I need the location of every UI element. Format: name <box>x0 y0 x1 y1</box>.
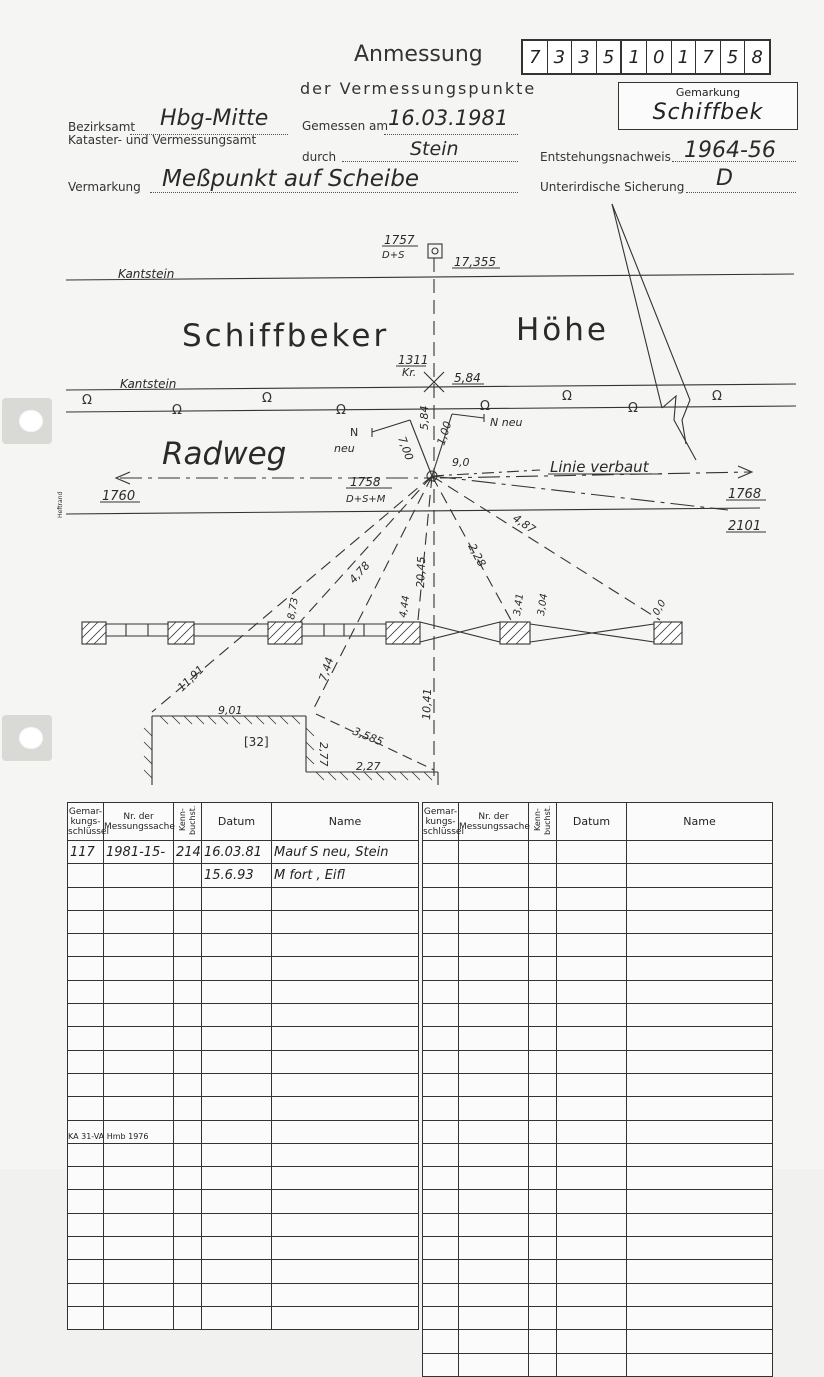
number-digit: 3 <box>547 41 572 73</box>
gemarkung-label: Gemarkung <box>675 86 741 99</box>
point-2101: 2101 <box>728 519 762 534</box>
document-subtitle: der Vermessungspunkte <box>300 79 537 98</box>
header-datum: Datum <box>202 803 272 841</box>
svg-text:Ω: Ω <box>712 389 722 404</box>
gemessen-value: 16.03.1981 <box>388 106 509 130</box>
measure-228: 2,28 <box>465 541 489 570</box>
measure-00: 0,0 <box>651 598 669 618</box>
cell-kb <box>174 864 202 887</box>
table-row <box>423 1027 773 1050</box>
bezirksamt-value: Hbg-Mitte <box>160 106 269 131</box>
header-name: Name <box>627 803 773 841</box>
table-row <box>68 1143 419 1166</box>
table-row <box>423 841 773 864</box>
table-row <box>68 1260 419 1283</box>
measure-1191: 11,91 <box>175 662 207 695</box>
table-row <box>68 1306 419 1329</box>
point-1758-type: D+S+M <box>346 494 386 505</box>
table-row <box>423 1004 773 1027</box>
table-row <box>423 980 773 1003</box>
form-code: KA 31-VA Hmb 1976 <box>68 1132 149 1141</box>
number-digit: 7 <box>695 41 720 73</box>
table-row <box>423 1073 773 1096</box>
measure-584-vertical: 5,84 <box>418 405 431 430</box>
table-row <box>68 1283 419 1306</box>
header-messungssache: Nr. der Messungssache <box>459 803 529 841</box>
point-1760: 1760 <box>102 489 136 504</box>
document-title: Anmessung <box>354 42 483 67</box>
table-row <box>423 864 773 887</box>
gemarkung-value: Schiffbek <box>652 100 764 125</box>
table-row <box>423 1167 773 1190</box>
cell-nr: 1981-15- <box>104 841 174 864</box>
cell-gem <box>68 864 104 887</box>
table-row <box>423 1260 773 1283</box>
table-row <box>68 957 419 980</box>
table-row <box>68 934 419 957</box>
header-kennbuchst: Kenn-buchst. <box>529 803 557 841</box>
measure-304: 3,04 <box>536 592 551 617</box>
svg-text:Ω: Ω <box>562 389 572 404</box>
vermarkung-value: Meßpunkt auf Scheibe <box>162 166 420 192</box>
measure-277: 2,77 <box>317 742 330 767</box>
measure-341: 3,41 <box>512 592 527 617</box>
svg-text:Ω: Ω <box>82 393 92 408</box>
table-row <box>423 1353 773 1376</box>
table-row <box>68 1097 419 1120</box>
table-row <box>68 1073 419 1096</box>
number-digit: 3 <box>571 41 596 73</box>
svg-text:Ω: Ω <box>262 391 272 406</box>
measure-17355: 17,355 <box>454 255 496 269</box>
header-gemarkungsschluessel: Gemar-kungs-schlüssel <box>68 803 104 841</box>
table-row <box>68 980 419 1003</box>
measure-584: 5,84 <box>454 371 481 385</box>
sicherung-label: Unterirdische Sicherung <box>540 180 685 194</box>
measure-227: 2,27 <box>356 760 381 773</box>
table-row <box>423 1050 773 1073</box>
table-row <box>423 1190 773 1213</box>
measure-478: 4,78 <box>346 559 373 587</box>
table-row <box>68 1004 419 1027</box>
table-row <box>423 1237 773 1260</box>
point-1757-type: D+S <box>382 250 405 261</box>
point-1311: 1311 <box>398 353 429 367</box>
linie-verbaut-label: Linie verbaut <box>550 458 649 476</box>
table-row <box>68 1237 419 1260</box>
table-row <box>423 1120 773 1143</box>
building-number: [32] <box>244 735 269 749</box>
table-row <box>68 841 419 864</box>
measure-100: 1,00 <box>434 419 455 447</box>
street-name-part1: Schiffbeker <box>182 318 390 354</box>
number-digit: 8 <box>744 41 769 73</box>
table-row <box>68 910 419 933</box>
n-neu-right: N neu <box>490 416 523 429</box>
measure-901: 9,01 <box>218 704 243 717</box>
table-row <box>423 1330 773 1353</box>
street-name-part2: Höhe <box>516 312 609 348</box>
measure-873: 8,73 <box>286 596 301 621</box>
table-row <box>423 1283 773 1306</box>
number-digit: 1 <box>671 41 696 73</box>
point-1311-type: Kr. <box>402 366 417 379</box>
number-digit: 5 <box>720 41 745 73</box>
n-neu-left: N <box>350 426 359 439</box>
cell-nr <box>104 864 174 887</box>
svg-text:Ω: Ω <box>480 399 490 414</box>
durch-value: Stein <box>410 138 459 160</box>
table-row <box>68 1213 419 1236</box>
table-row <box>423 1143 773 1166</box>
cell-name: M fort , Eifl <box>272 864 419 887</box>
table-row <box>68 887 419 910</box>
heftrand-label: Heftrand <box>57 491 64 518</box>
header-kennbuchst: Kenn-buchst. <box>174 803 202 841</box>
point-1758: 1758 <box>350 475 381 489</box>
vermarkung-label: Vermarkung <box>68 180 141 194</box>
sicherung-value: D <box>716 166 733 191</box>
bezirksamt-label: Bezirksamt <box>68 120 136 134</box>
entstehung-label: Entstehungsnachweis <box>540 150 671 164</box>
header-datum: Datum <box>557 803 627 841</box>
n-neu-left-sub: neu <box>334 442 355 455</box>
measure-90: 9,0 <box>452 456 470 469</box>
radweg-label: Radweg <box>162 436 287 472</box>
svg-text:Ω: Ω <box>628 401 638 416</box>
table-row <box>423 957 773 980</box>
number-digit: 5 <box>596 41 621 73</box>
kataster-label: Kataster- und Vermessungsamt <box>68 133 257 147</box>
number-digit: 0 <box>646 41 671 73</box>
table-row <box>423 934 773 957</box>
cell-datum: 15.6.93 <box>202 864 272 887</box>
svg-text:Ω: Ω <box>336 403 346 418</box>
svg-text:Ω: Ω <box>172 403 182 418</box>
kantstein-label: Kantstein <box>118 267 175 281</box>
point-1757: 1757 <box>384 233 415 247</box>
cell-datum: 16.03.81 <box>202 841 272 864</box>
table-row <box>423 1306 773 1329</box>
measure-444: 4,44 <box>398 594 413 619</box>
measure-1041: 10,41 <box>420 688 435 721</box>
register-table-right <box>422 802 773 1377</box>
table-row <box>423 1097 773 1120</box>
table-row <box>423 887 773 910</box>
header-name: Name <box>272 803 419 841</box>
measure-3585: 3,585 <box>350 724 385 749</box>
table-row <box>68 1190 419 1213</box>
entstehung-value: 1964-56 <box>684 138 776 163</box>
measure-487: 4,87 <box>510 511 538 537</box>
table-row <box>68 1027 419 1050</box>
table-row <box>68 1050 419 1073</box>
gemessen-label: Gemessen am <box>302 119 389 133</box>
measure-744: 7,44 <box>316 655 337 683</box>
cell-kb: 214 <box>174 841 202 864</box>
cell-name: Mauf S neu, Stein <box>272 841 419 864</box>
header-gemarkungsschluessel: Gemar-kungs-schlüssel <box>423 803 459 841</box>
kantstein-label: Kantstein <box>120 377 177 391</box>
table-row <box>68 864 419 887</box>
table-row <box>423 910 773 933</box>
measure-2045: 20,45 <box>414 556 429 589</box>
table-row <box>68 1167 419 1190</box>
header-messungssache: Nr. der Messungssache <box>104 803 174 841</box>
register-table-left <box>67 802 419 1330</box>
number-digit: 7 <box>529 46 541 68</box>
cell-gem: 117 <box>68 841 104 864</box>
number-digit: 1 <box>620 41 646 73</box>
durch-label: durch <box>302 150 337 164</box>
point-1768: 1768 <box>728 487 762 502</box>
table-row <box>423 1213 773 1236</box>
measure-700: 7,00 <box>395 434 416 463</box>
